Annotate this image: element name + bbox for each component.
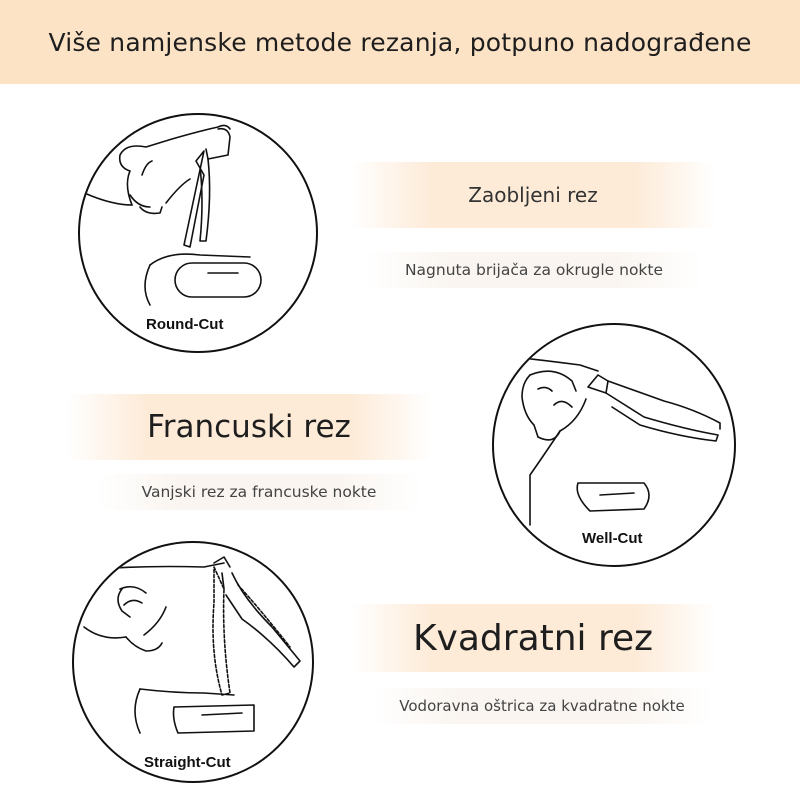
straight-cut-illustration-icon <box>72 541 314 783</box>
well-cut-title-band <box>66 394 432 460</box>
round-cut-label: Round-Cut <box>146 316 224 333</box>
round-cut-subtitle-band <box>366 252 702 288</box>
page-title: Više namjenske metode rezanja, potpuno nadograđene <box>48 27 752 57</box>
round-cut-illustration-icon <box>78 113 318 353</box>
straight-cut-subtitle: Vodoravna oštrica za kvadratne nokte <box>399 697 685 715</box>
well-cut-title: Francuski rez <box>147 409 351 445</box>
round-cut-title-band <box>350 162 716 228</box>
round-cut-title: Zaobljeni rez <box>468 183 598 207</box>
straight-cut-title: Kvadratni rez <box>412 617 654 659</box>
header-banner <box>0 0 800 84</box>
straight-cut-subtitle-band <box>372 688 712 724</box>
straight-cut-title-band <box>350 604 716 672</box>
well-cut-label: Well-Cut <box>582 530 643 547</box>
straight-cut-label: Straight-Cut <box>144 754 231 771</box>
well-cut-subtitle: Vanjski rez za francuske nokte <box>141 483 377 501</box>
well-cut-subtitle-band <box>96 474 422 510</box>
round-cut-subtitle: Nagnuta brijača za okrugle nokte <box>404 261 664 279</box>
well-cut-illustration-icon <box>492 323 736 567</box>
